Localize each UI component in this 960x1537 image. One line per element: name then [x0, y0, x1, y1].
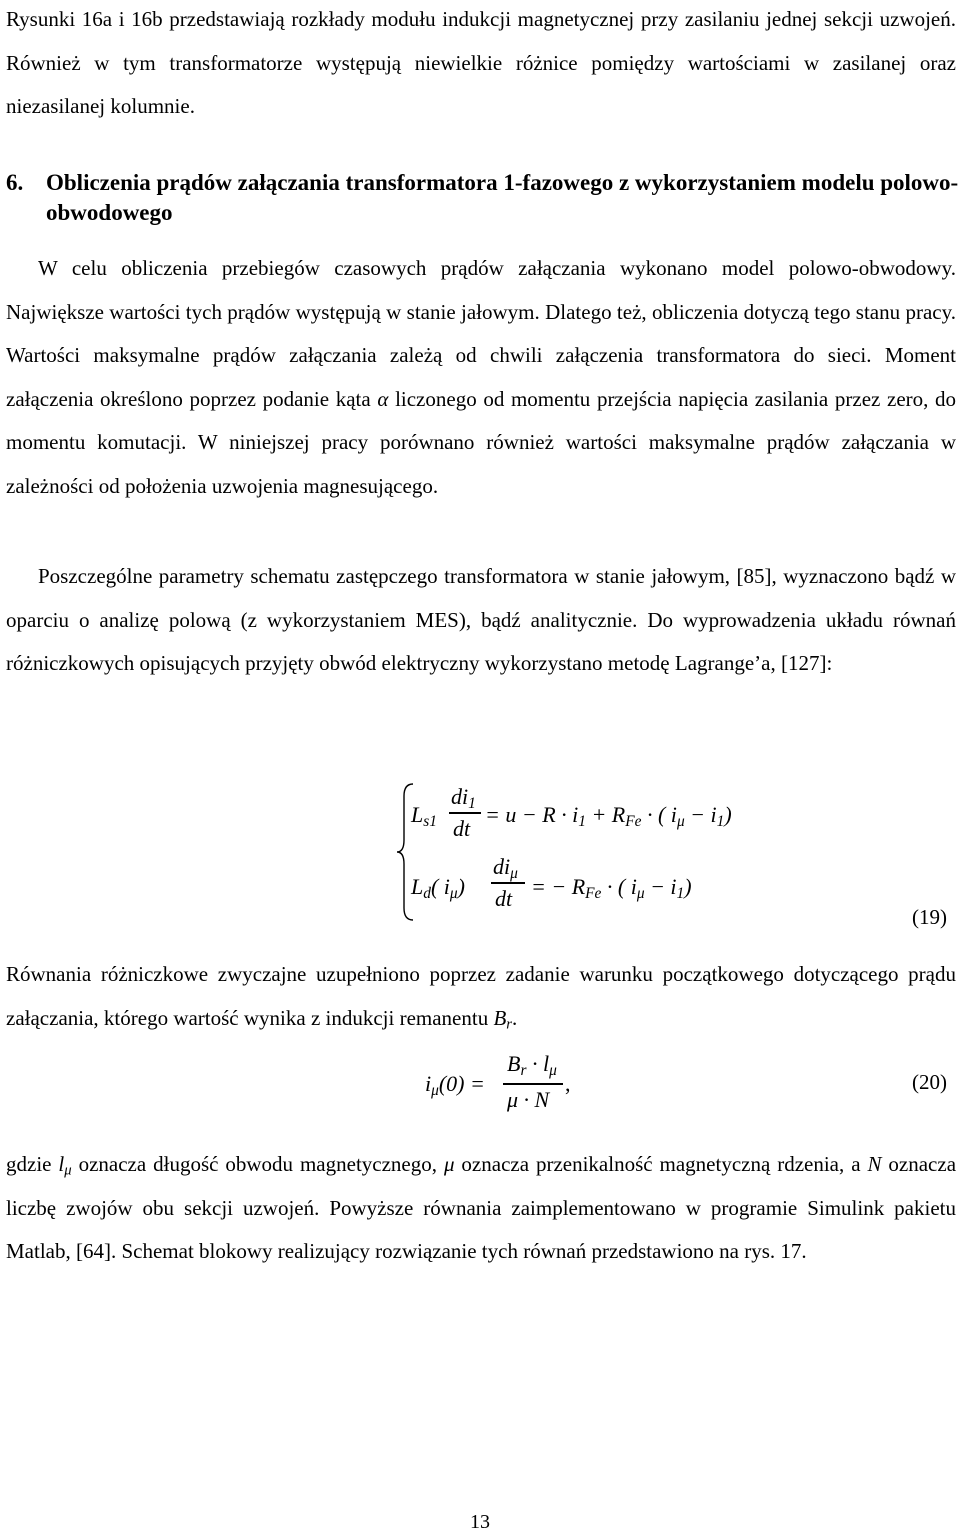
eq19-line2-numerator: $di_\mu$: [493, 854, 518, 882]
eq20-comma: ,: [565, 1071, 571, 1096]
section-heading: [6, 168, 960, 228]
eq19-line1-denominator: dt: [453, 816, 471, 841]
paragraph-2: Poszczególne parametry schematu zastępczego transformatora w stanie jałowym, [85], wyznaczono bądź w oparciu o analizę polową (z wykorzystaniem MES), bądź analitycznie. Do wyprowadzenia układu równań różniczkowych opisujących przyjęty obwód elektryczny wykorzystano metodę Lagrange’a, [127]:: [6, 564, 956, 675]
paragraph-4: gdzie $l_\mu$ oznacza długość obwodu magnetycznego, μ oznacza przenikalność magnetyczną rdzenia, a N oznacza liczbę zwojów obu sekcji uzwojeń. Powyższe równania zaimplementowano w programie Simulink pakietu Matlab, [64]. Schemat blokowy realizujący rozwiązanie tych równań przedstawiono na rys. 17.: [6, 1152, 957, 1263]
eq19-line2-rhs: = − $R_{Fe}$ · ( $i_\mu - i_1$): [531, 874, 692, 902]
equation-19: [395, 782, 775, 932]
eq19-line2-lhs: $L_d$( $i_\mu$): [411, 874, 465, 902]
eq20-denominator: μ · N: [507, 1087, 550, 1112]
eq20-lhs: $i_\mu(0)$ =: [425, 1071, 485, 1099]
equation-19-number: (19): [912, 905, 947, 929]
eq19-line1-numerator: $di_1$: [451, 784, 476, 812]
alpha-symbol: α: [377, 386, 389, 411]
permeability-symbol: μ: [443, 1152, 455, 1176]
section-title: Obliczenia prądów załączania transformatora 1-fazowego z wykorzystaniem modelu polowo-obwodowego: [46, 170, 959, 225]
equation-20-number: (20): [912, 1070, 947, 1094]
remanence-symbol: $B_r$: [493, 1005, 513, 1033]
eq19-line1-L: $L_{s1}$: [411, 802, 437, 830]
eq19-line2-denominator: dt: [495, 886, 513, 911]
page-number: 13: [470, 1511, 490, 1533]
turns-symbol: N: [867, 1152, 882, 1176]
paragraph-1: W celu obliczenia przebiegów czasowych prądów załączania wykonano model polowo-obwodowy. Największe wartości tych prądów występują w stanie jałowym. Dlatego też, obliczenia dotyczą tego stanu pracy. Wartości maksymalne prądów załączania zależą od chwili załączenia transformatora do sieci. Moment załączenia określono poprzez podanie kąta α liczonego od momentu przejścia napięcia zasilania przez zero, do momentu komutacji. W niniejszej pracy porównano również wartości maksymalne prądów załączania w zależności od położenia uzwojenia magnesującego.: [6, 256, 957, 498]
intro-paragraph: Rysunki 16a i 16b przedstawiają rozkłady modułu indukcji magnetycznej przy zasilaniu jednej sekcji uzwojeń. Również w tym transformatorze występują niewielkie różnice pomiędzy wartościami w zasilanej oraz niezasilanej kolumnie.: [6, 7, 956, 118]
paragraph-3: Równania różniczkowe zwyczajne uzupełniono poprzez zadanie warunku początkowego dotyczącego prądu załączania, którego wartość wynika z indukcji remanentu $B_r$.: [6, 962, 956, 1033]
equation-20: [425, 1045, 625, 1125]
eq19-line1-rhs: = $u - R \cdot i_1 + R_{Fe}$ · ( $i_\mu - i_1$): [485, 802, 732, 830]
section-number: 6.: [6, 170, 24, 195]
eq20-numerator: $B_r \cdot l_\mu$: [507, 1051, 557, 1079]
path-length-symbol: $l_\mu$: [58, 1152, 72, 1179]
eq19-line1-fraction-bar: [449, 812, 481, 814]
eq20-fraction-bar: [503, 1083, 563, 1085]
eq19-line2-fraction-bar: [491, 882, 525, 884]
